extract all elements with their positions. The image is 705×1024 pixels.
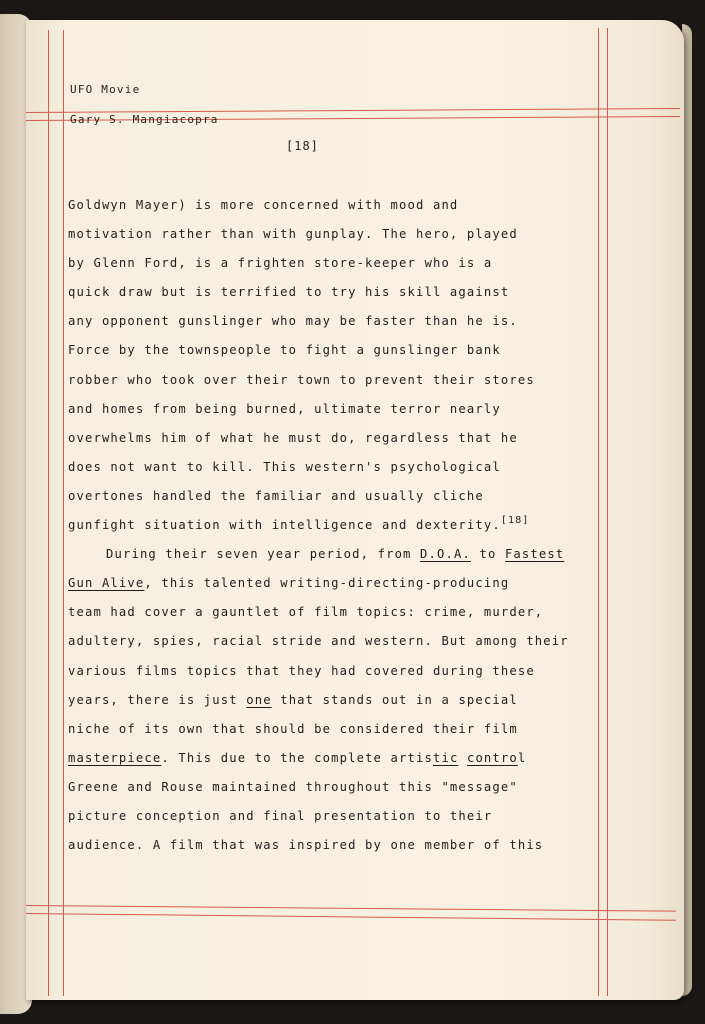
footnote-reference: [18] [500, 515, 530, 527]
emphasis-control: contro [466, 750, 518, 765]
text-line: team had cover a gauntlet of film topics: crime, murder, [68, 605, 544, 620]
text-line [68, 574, 588, 603]
text-line: adultery, spies, racial stride and western. But among their [68, 634, 569, 649]
margin-rule-left-inner [63, 30, 64, 996]
margin-rule-right-outer [607, 28, 608, 996]
text-line [68, 691, 588, 720]
emphasis-one: one [246, 692, 272, 707]
text-line: audience. A film that was inspired by one member of this [68, 838, 544, 853]
text-segment: , this talented writing-directing-producing [144, 576, 510, 591]
text-segment: l [517, 750, 527, 765]
film-title-fastest: Fastest [504, 547, 565, 562]
text-line: does not want to kill. This western's psychological [68, 459, 501, 474]
film-title-gun-alive: Gun Alive [68, 576, 145, 591]
emphasis-tic: tic [432, 750, 459, 765]
text-line [68, 516, 588, 545]
text-segment: . This due to the complete artis [161, 750, 433, 765]
text-line: Greene and Rouse maintained throughout this "message" [68, 779, 518, 794]
text-line [68, 749, 588, 778]
document-title: UFO Movie [70, 83, 141, 96]
text-line: any opponent gunslinger who may be faster than he is. [68, 314, 518, 329]
text-line: and homes from being burned, ultimate terror nearly [68, 401, 501, 416]
author-name: Gary S. Mangiacopra [70, 113, 219, 126]
text-line: robber who took over their town to prevent their stores [68, 372, 535, 387]
text-segment: During their seven year period, from [106, 547, 421, 562]
text-line: motivation rather than with gunplay. The hero, played [68, 227, 518, 242]
text-line: picture conception and final presentation to their [68, 808, 493, 823]
text-segment: that stands out in a special [271, 692, 518, 707]
page-number: [18] [286, 139, 319, 153]
text-segment: to [470, 547, 505, 562]
text-segment: years, there is just [68, 692, 247, 707]
text-line: various films topics that they had covered during these [68, 663, 535, 678]
film-title-doa: D.O.A. [420, 547, 471, 562]
text-segment [458, 751, 467, 765]
text-segment: gunfight situation with intelligence and dexterity. [68, 518, 501, 533]
text-line: niche of its own that should be considered their film [68, 721, 518, 736]
text-line: overwhelms him of what he must do, regardless that he [68, 430, 518, 445]
text-line: by Glenn Ford, is a frighten store-keeper who is a [68, 256, 493, 271]
text-line: Force by the townspeople to fight a gunslinger bank [68, 343, 501, 358]
text-line: overtones handled the familiar and usually cliche [68, 488, 484, 503]
margin-rule-left-outer [48, 30, 49, 996]
body-text [68, 196, 588, 865]
emphasis-masterpiece: masterpiece [68, 750, 162, 765]
text-line: Goldwyn Mayer) is more concerned with mood and [68, 198, 459, 212]
margin-rule-right-inner [598, 28, 599, 996]
text-line: quick draw but is terrified to try his skill against [68, 285, 510, 300]
text-line [68, 545, 588, 574]
